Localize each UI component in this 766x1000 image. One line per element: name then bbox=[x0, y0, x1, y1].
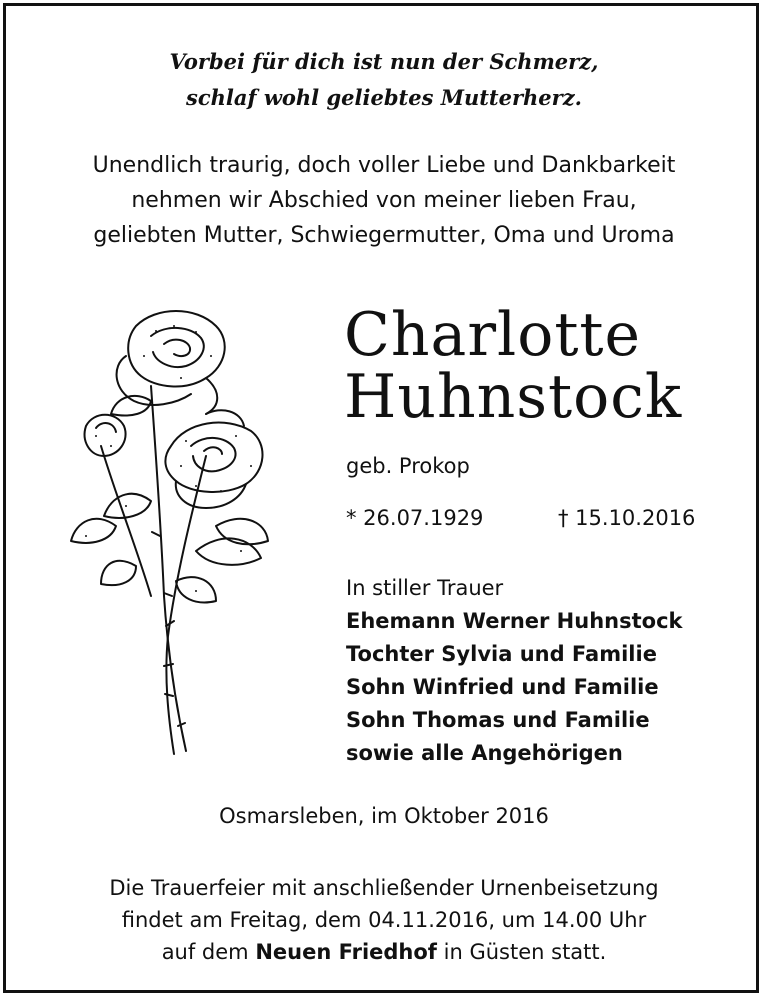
mourner-item: sowie alle Angehörigen bbox=[346, 741, 623, 765]
service-info bbox=[6, 872, 762, 968]
mourner-item: Ehemann Werner Huhnstock bbox=[346, 609, 683, 633]
deceased-name bbox=[344, 300, 683, 432]
roses-drawing-icon bbox=[56, 296, 286, 766]
verse-line-2: schlaf wohl geliebtes Mutterherz. bbox=[186, 85, 582, 110]
service-line-3-suffix: in Güsten statt. bbox=[443, 940, 607, 964]
verse bbox=[6, 44, 762, 116]
first-name: Charlotte bbox=[344, 300, 642, 370]
verse-line-1: Vorbei für dich ist nun der Schmerz, bbox=[169, 49, 599, 74]
service-line-3-prefix: auf dem bbox=[161, 940, 249, 964]
service-line-1: Die Trauerfeier mit anschließender Urnenbeisetzung bbox=[109, 876, 659, 900]
service-line-3 bbox=[6, 936, 762, 968]
cemetery-name: Neuen Friedhof bbox=[255, 940, 437, 964]
place-date: Osmarsleben, im Oktober 2016 bbox=[219, 804, 549, 828]
service-line-2: findet am Freitag, dem 04.11.2016, um 14.00 Uhr bbox=[121, 908, 647, 932]
mourners-block bbox=[346, 572, 682, 770]
mourner-item: Sohn Winfried und Familie bbox=[346, 675, 659, 699]
mourner-item: Tochter Sylvia und Familie bbox=[346, 642, 657, 666]
birth-date: * 26.07.1929 bbox=[346, 506, 484, 530]
mourners-intro: In stiller Trauer bbox=[346, 576, 504, 600]
obituary-notice bbox=[3, 3, 759, 993]
last-name: Huhnstock bbox=[344, 362, 683, 432]
death-date: † 15.10.2016 bbox=[558, 506, 696, 530]
maiden-name: geb. Prokop bbox=[346, 454, 470, 478]
intro-text bbox=[6, 148, 762, 253]
intro-line-3: geliebten Mutter, Schwiegermutter, Oma und Uroma bbox=[93, 223, 675, 248]
mourner-item: Sohn Thomas und Familie bbox=[346, 708, 650, 732]
intro-line-2: nehmen wir Abschied von meiner lieben Frau, bbox=[131, 188, 637, 213]
intro-line-1: Unendlich traurig, doch voller Liebe und Dankbarkeit bbox=[92, 153, 676, 178]
